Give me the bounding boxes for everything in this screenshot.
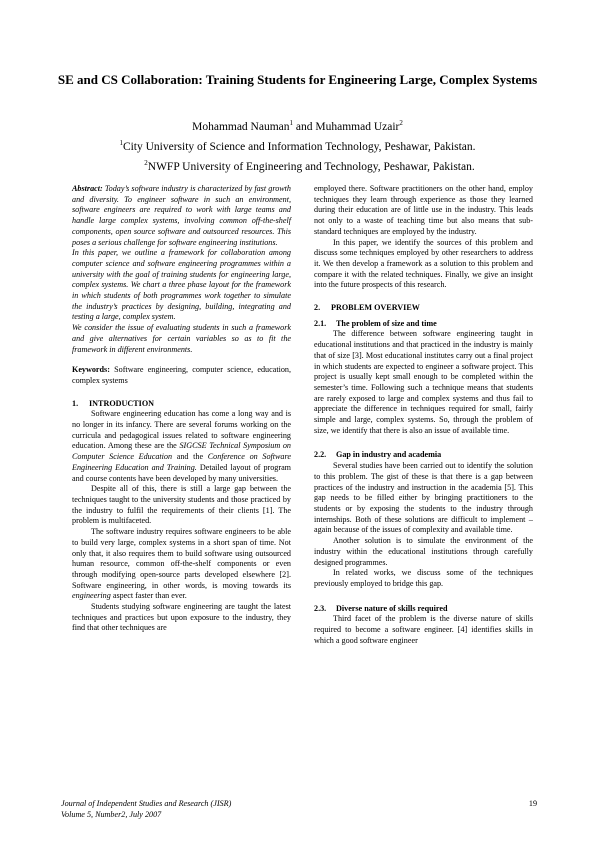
journal-name: Journal of Independent Studies and Research (JISR) [61,799,232,808]
subsection-2-2-heading [314,450,533,461]
subsection-2-1-title: The problem of size and time [336,318,437,328]
intro-p3-a: The software industry requires software engineers to be able to build very large, complex systems in a short span of time. Not only that, it also requires them to build software using outsourced human resource, common off-the-shelf components or even through modifying open-source parts developed elsewhere [2]. Software engineering, in other words, is moving towards its [72,527,291,590]
affiliation-1-text: City University of Science and Information Technology, Peshawar, Pakistan. [122,140,476,153]
subsection-2-3-title: Diverse nature of skills required [336,603,448,613]
subsection-2-2-title: Gap in industry and academia [336,450,442,460]
intro-p1 [72,409,291,484]
right-column [314,184,533,646]
abstract-p3: We consider the issue of evaluating students in such a framework and give alternatives for certain variables so as to fit the framework in different environments. [72,323,291,354]
affiliation-1 [52,135,543,155]
subsection-2-1-number: 2.1. [314,318,327,328]
affiliation-2-text: NWFP University of Engineering and Technology, Peshawar, Pakistan. [147,160,475,173]
subsection-2-3-p1: Third facet of the problem is the diverse nature of skills required to become a software engineer. [4] identifies skills in which a good software engineer [314,614,533,645]
author-conjunction: and [293,120,316,133]
keywords [72,365,291,386]
intro-p2: Despite all of this, there is still a large gap between the techniques taught to the university students and those practiced by the industry to fulfil the requirements of their clients [1]. The problem is multifaceted. [72,484,291,526]
abstract-p1 [72,184,291,248]
author-1-mark: 1 [289,119,294,127]
subsection-2-1-heading [314,319,533,330]
abstract-label: Abstract: [72,184,103,193]
section-2-number: 2. [314,303,321,313]
author-block [52,115,543,174]
intro-p5: In this paper, we identify the sources of this problem and discuss some techniques employed by other researchers to address it. We then develop a framework as a solution to this problem and compare it with the related techniques. Finally, we give an insight into the future prospects of this research. [314,237,533,290]
intro-p1-b: and the [172,452,208,462]
section-1-title: INTRODUCTION [89,398,155,408]
section-2-heading [314,303,533,314]
subsection-2-3-heading [314,604,533,615]
paper-title: SE and CS Collaboration: Training Students for Engineering Large, Complex Systems [57,72,538,87]
affiliation-2-mark: 2 [144,158,148,167]
author-line [52,115,543,135]
intro-p3-emphasis: engineering [72,591,111,601]
intro-p1-a: Software engineering education has come a long way and is no longer in its infancy. There are several forums working on the curricula and pedagogical issues related to software engineering education. Among these are the [72,409,291,451]
keywords-label: Keywords: [72,365,110,375]
author-2: Muhammad Uzair [315,120,400,133]
intro-p4-continued: employed there. Software practitioners on the other hand, employ techniques they learn through experience as those they learned during their education are of little use in the industry. This leads not only to a waste of teaching time but also means that sub-standard techniques are employed by the industry. [314,184,533,236]
subsection-2-3-number: 2.3. [314,603,327,613]
author-2-mark: 2 [399,119,403,127]
affiliation-1-mark: 1 [119,138,123,147]
affiliation-2 [52,155,543,175]
page-number: 19 [528,799,537,808]
section-1-heading [72,399,291,410]
subsection-2-2-number: 2.2. [314,450,327,460]
intro-p1-venue-1: SIGCSE Technical Symposium on Computer Science Education [72,441,291,462]
journal-volume: Volume 5, Number2, July 2007 [61,809,162,819]
intro-p4: Students studying software engineering are taught the latest techniques and practices but upon exposure to the industry, they find that other techniques are [72,602,291,633]
section-1-number: 1. [72,398,79,408]
intro-p1-c: Detailed layout of program and course contents have been developed by many universities. [72,462,292,483]
intro-p3-b: aspect faster than ever. [110,591,187,601]
left-column [72,184,291,634]
page-footer [61,799,537,820]
section-2-title: PROBLEM OVERVIEW [331,303,420,313]
author-1: Mohammad Nauman [192,120,290,133]
intro-p3 [72,527,291,602]
abstract-p1-text: Today’s software industry is characterized by fast growth and diversity. To engineer software in such an environment, software engineers are required to work with large teams and handle large complex systems, involving common off-the-shelf components, open source software and outsourced resources. This poses a serious challenge for software engineering institutions. [72,184,291,247]
subsection-2-1-p1: The difference between software engineering taught in educational institutions and that practiced in the industry is mainly that of size [3]. Most educational institutes carry out a final project in which students are expected to engineer a software project. This project is usually kept small enough to be completed within the semester’s time. Following such a technique means that students are rarely exposed to large and complex systems and thus fail to appreciate the difference in techniques required for small, fairly simple and large, complex systems. So, through the problem of size, we identify that there is also an issue of available time. [314,329,533,435]
subsection-2-2-p3: In related works, we discuss some of the techniques previously employed to bridge this gap. [314,568,533,588]
intro-p1-venue-2: Conference on Software Engineering Education and Training. [72,452,291,472]
subsection-2-2-p2: Another solution is to simulate the environment of the industry within the educational institutions through carefully designed programmes. [314,536,533,567]
abstract-p2: In this paper, we outline a framework for collaboration among computer science and software engineering programmes within a university with the goal of training students for engineering large, complex systems. We chart a three phase layout for the framework in which students of both programmes work together to simulate the industry’s practices by designing, building, integrating and testing a large, complex system. [72,248,291,322]
subsection-2-2-p1: Several studies have been carried out to identify the solution to this problem. The gist of these is that there is a gap between practices of the industry and instruction in the academia [5]. This gap needs to be filled either by bringing practitioners to the students or by exposing the students to the industry through internships. Both of these solutions are difficult to implement – again because of the issues of complexity and available time. [314,461,533,535]
keywords-text: Software engineering, computer science, education, complex systems [72,365,291,385]
